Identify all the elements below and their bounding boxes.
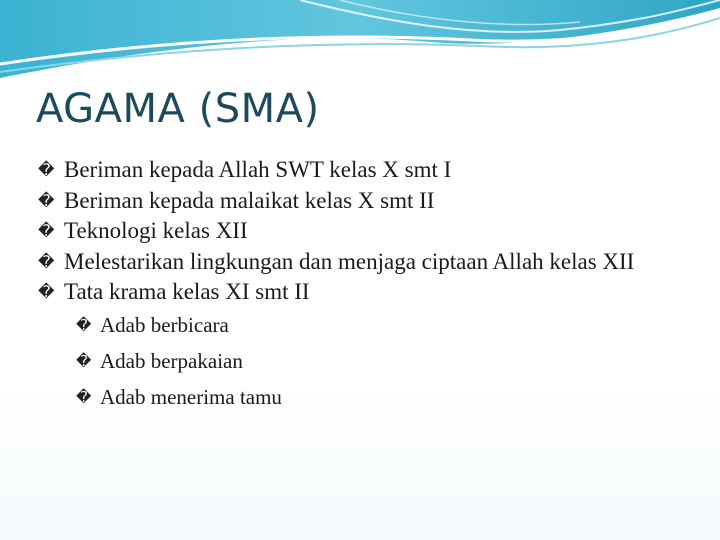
list-item-text: Beriman kepada Allah SWT kelas X smt I [64,157,452,182]
list-item-text: Teknologi kelas XII [64,218,248,243]
bullet-icon: � [38,251,55,271]
sub-list-item [76,383,698,411]
list-item [38,248,698,277]
header-wave-decoration [0,0,720,90]
sub-list-item [76,311,698,339]
list-item-text: Melestarikan lingkungan dan menjaga ciptaan Allah kelas XII [64,248,635,274]
bullet-icon: � [76,351,92,370]
bullet-icon: � [76,387,92,406]
list-item-text: Beriman kepada malaikat kelas X smt II [64,187,435,213]
sub-list-item [76,347,698,375]
list-item-text: Tata krama kelas XI smt II [64,279,310,304]
sub-list-item-text: Adab berpakaian [100,348,243,373]
sub-list-item-text: Adab menerima tamu [100,384,282,409]
list-item [38,278,698,411]
list-item [38,217,698,246]
bullet-icon: � [38,190,55,210]
bullet-icon: � [38,221,55,240]
bullet-icon: � [38,160,55,179]
sub-bullet-list [64,311,698,411]
sub-list-item-text: Adab berbicara [100,312,229,337]
list-item [38,156,698,185]
bullet-icon: � [76,315,92,334]
list-item [38,187,698,216]
bullet-icon: � [38,282,55,301]
slide-title: AGAMA (SMA) [36,86,320,132]
bullet-list [38,156,698,419]
